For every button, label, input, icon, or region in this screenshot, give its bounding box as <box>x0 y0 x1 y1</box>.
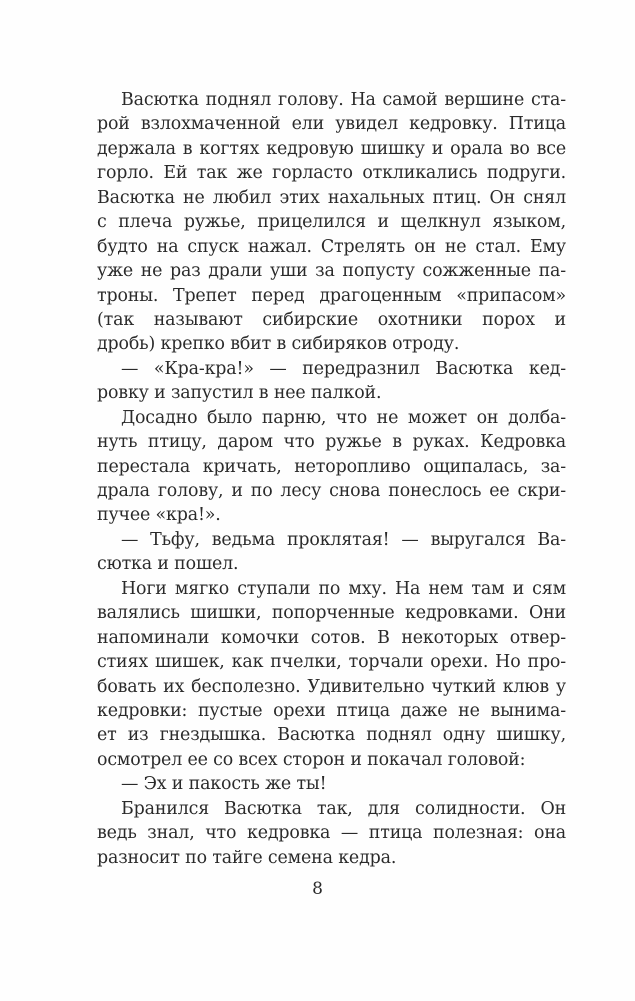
text-line: бовать их бесполезно. Удивительно чуткий клюв у <box>97 676 567 697</box>
text-line: ет из гнездышка. Васютка поднял одну шишку, <box>97 725 566 746</box>
text-line: горло. Ей так же горласто откликались подруги. <box>97 163 567 184</box>
text-line: Ноги мягко ступали по мху. На нем там и сям <box>121 578 566 599</box>
text-line: Васютка поднял голову. На самой вершине ста- <box>121 90 566 110</box>
text-line: Васютка не любил этих нахальных птиц. Он снял <box>97 187 566 208</box>
text-line: будто на спуск нажал. Стрелять он не стал. Ему <box>97 236 566 257</box>
text-line: ровку и запустил в нее палкой. <box>97 383 382 404</box>
text-line: напоминали комочки сотов. В некоторых отвер- <box>97 627 566 648</box>
page-number: 8 <box>312 879 323 899</box>
text-line: Бранился Васютка так, для солидности. Он <box>121 798 567 819</box>
text-line: — «Кра-кра!» — передразнил Васютка кед- <box>121 358 567 379</box>
text-line: валялись шишки, попорченные кедровками. Они <box>97 603 566 624</box>
text-line: уже не раз драли уши за попусту сожженные па- <box>97 261 566 282</box>
text-line: нуть птицу, даром что ружье в руках. Кедровка <box>97 432 567 453</box>
text-line: сютка и пошел. <box>97 554 239 575</box>
text-line: драла голову, и по лесу снова понеслось ее скри- <box>97 481 566 501</box>
text-line: держала в когтях кедровую шишку и орала во все <box>97 138 567 159</box>
text-line: рой взлохмаченной ели увидел кедровку. Птица <box>97 114 566 135</box>
text-line: пучее «кра!». <box>97 505 221 526</box>
text-line: Досадно было парню, что не может он долба- <box>121 407 566 428</box>
text-line: с плеча ружье, прицелился и щелкнул языком, <box>97 212 566 233</box>
text-line: перестала кричать, неторопливо ощипалась, за- <box>97 456 566 477</box>
text-line: дробь) крепко вбит в сибиряков отроду. <box>97 334 460 355</box>
text-line: стиях шишек, как пчелки, торчали орехи. Но про- <box>97 652 566 673</box>
text-line: разносит по тайге семена кедра. <box>97 847 397 868</box>
text-line: троны. Трепет перед драгоценным «припасом» <box>97 285 567 306</box>
body-text <box>97 88 566 870</box>
text-line: (так называют сибирские охотники порох и <box>97 309 566 330</box>
text-line: — Тьфу, ведьма проклятая! — выругался Ва- <box>121 529 566 550</box>
text-line: кедровки: пустые орехи птица даже не вынима- <box>97 700 566 721</box>
text-line: ведь знал, что кедровка — птица полезная: она <box>97 823 566 844</box>
text-line: осмотрел ее со всех сторон и покачал головой: <box>97 749 526 770</box>
text-line: — Эх и пакость же ты! <box>121 774 327 795</box>
